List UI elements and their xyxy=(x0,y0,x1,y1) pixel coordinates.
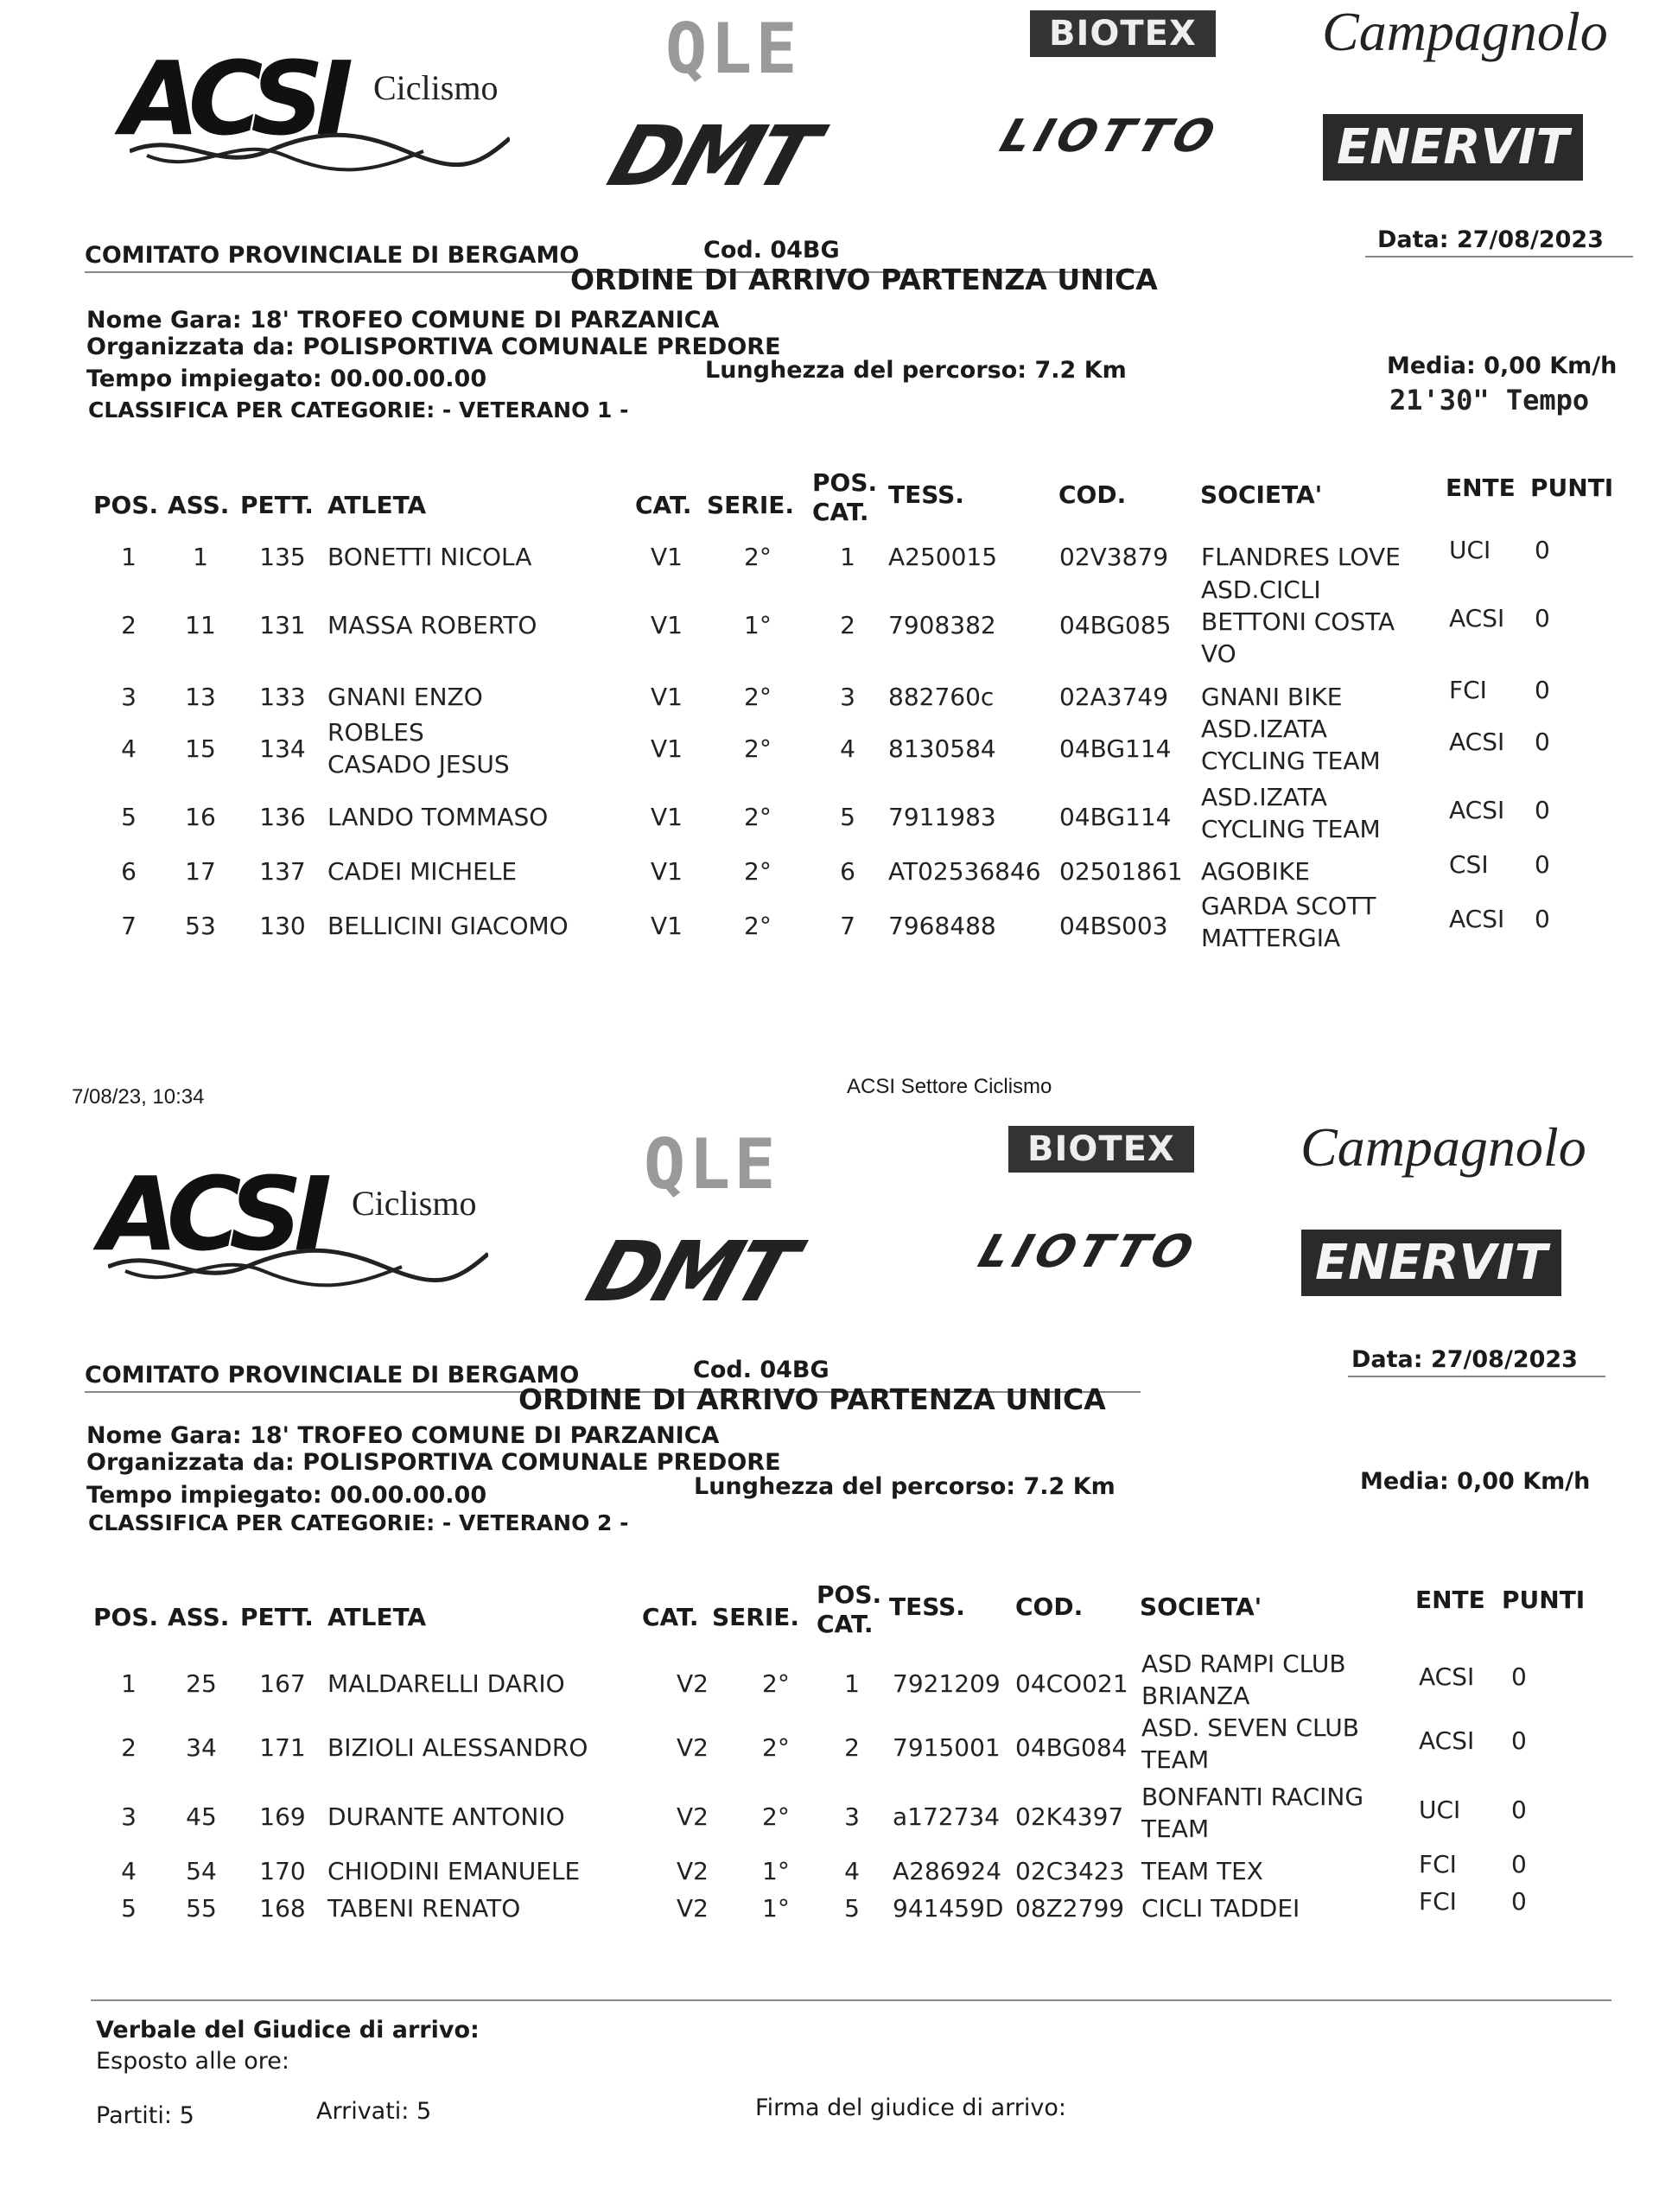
cell-ente: UCI xyxy=(1449,536,1491,564)
cell-tess: 8130584 xyxy=(888,734,996,763)
cell-pett: 130 xyxy=(259,912,306,940)
cell-cat: V2 xyxy=(677,1733,709,1762)
column-header-ass: ASS. xyxy=(168,491,230,519)
cell-cod: 04BG114 xyxy=(1059,734,1172,763)
cell-poscat: 5 xyxy=(840,803,855,831)
average-speed: Media: 0,00 Km/h xyxy=(1387,353,1618,379)
average-speed: Media: 0,00 Km/h xyxy=(1360,1468,1591,1495)
cell-atleta: BONETTI NICOLA xyxy=(327,542,532,571)
cell-punti: 0 xyxy=(1535,604,1550,632)
cell-poscat: 3 xyxy=(840,683,855,711)
cell-serie: 2° xyxy=(744,734,772,763)
cell-societa: AGOBIKE xyxy=(1201,856,1310,886)
cell-ente: FCI xyxy=(1419,1850,1457,1878)
cell-pett: 171 xyxy=(259,1733,306,1762)
print-site-title: ACSI Settore Ciclismo xyxy=(847,1075,1052,1098)
cell-pos: 2 xyxy=(121,611,137,639)
cell-punti: 0 xyxy=(1511,1850,1527,1878)
cell-ass: 13 xyxy=(185,683,216,711)
cell-tess: 7908382 xyxy=(888,611,996,639)
organizer: Organizzata da: POLISPORTIVA COMUNALE PREDORE xyxy=(86,334,781,360)
cell-cod: 02501861 xyxy=(1059,857,1183,886)
cell-pos: 6 xyxy=(121,857,137,886)
cell-societa: ASD.IZATA xyxy=(1201,715,1327,743)
cell-serie: 2° xyxy=(762,1669,790,1698)
page-title: ORDINE DI ARRIVO PARTENZA UNICA xyxy=(570,263,1158,296)
cell-pos: 5 xyxy=(121,803,137,831)
cell-tess: a172734 xyxy=(893,1802,1001,1831)
cell-tess: 7911983 xyxy=(888,803,996,831)
column-header-pos: POS. xyxy=(93,1603,159,1631)
cell-tess: 7968488 xyxy=(888,912,996,940)
cell-punti: 0 xyxy=(1535,676,1550,704)
cell-punti: 0 xyxy=(1535,796,1550,824)
cell-societa: BETTONI COSTA xyxy=(1201,607,1395,636)
cell-pett: 167 xyxy=(259,1669,306,1698)
organizer: Organizzata da: POLISPORTIVA COMUNALE PREDORE xyxy=(86,1449,781,1476)
cell-cod: 04BG084 xyxy=(1015,1733,1128,1762)
cell-punti: 0 xyxy=(1535,905,1550,933)
cell-serie: 2° xyxy=(744,543,772,571)
cell-societa: ASD. SEVEN CLUB xyxy=(1141,1713,1359,1742)
acsi-logo: ACSI xyxy=(99,1154,323,1274)
acsi-swirl-icon xyxy=(130,130,510,164)
cell-societa: VO xyxy=(1201,639,1236,668)
cell-poscat: 6 xyxy=(840,857,855,886)
cell-poscat: 5 xyxy=(844,1894,860,1923)
column-header-punti: PUNTI xyxy=(1530,474,1614,502)
cell-punti: 0 xyxy=(1535,536,1550,564)
cell-serie: 2° xyxy=(744,803,772,831)
date-label: Data: 27/08/2023 xyxy=(1377,226,1604,253)
cell-pett: 135 xyxy=(259,543,306,571)
cell-atleta: LANDO TOMMASO xyxy=(327,802,549,831)
cell-cod: 08Z2799 xyxy=(1015,1894,1125,1923)
cell-serie: 1° xyxy=(762,1857,790,1885)
column-header-serie: SERIE. xyxy=(707,491,795,519)
cell-ass: 11 xyxy=(185,611,216,639)
cell-ass: 55 xyxy=(186,1894,217,1923)
cell-pett: 136 xyxy=(259,803,306,831)
handwritten-time-note: 21'30" Tempo xyxy=(1389,384,1590,416)
acsi-logo: ACSI xyxy=(121,39,345,158)
cell-ass: 34 xyxy=(186,1733,217,1762)
cell-societa: TEAM xyxy=(1141,1815,1210,1843)
cell-ente: UCI xyxy=(1419,1796,1461,1824)
cell-poscat: 1 xyxy=(840,543,855,571)
cell-pett: 134 xyxy=(259,734,306,763)
cell-pett: 131 xyxy=(259,611,306,639)
cell-punti: 0 xyxy=(1535,850,1550,879)
cell-cat: V2 xyxy=(677,1894,709,1923)
cell-ente: ACSI xyxy=(1449,728,1505,756)
date-label: Data: 27/08/2023 xyxy=(1351,1346,1578,1373)
cell-atleta: ROBLES xyxy=(327,718,424,747)
race-name: Nome Gara: 18' TROFEO COMUNE DI PARZANICA xyxy=(86,307,720,334)
race-name: Nome Gara: 18' TROFEO COMUNE DI PARZANICA xyxy=(86,1422,720,1449)
qle-logo: QLE xyxy=(644,1124,779,1205)
cell-ass: 15 xyxy=(185,734,216,763)
cell-punti: 0 xyxy=(1535,728,1550,756)
cell-cat: V1 xyxy=(651,857,683,886)
column-header-ente: ENTE xyxy=(1415,1586,1485,1614)
campagnolo-logo: Campagnolo xyxy=(1322,1,1608,62)
cell-atleta: BIZIOLI ALESSANDRO xyxy=(327,1732,588,1762)
cell-ass: 17 xyxy=(185,857,216,886)
cell-atleta: MASSA ROBERTO xyxy=(327,610,537,639)
liotto-logo: LIOTTO xyxy=(994,111,1226,162)
cell-pett: 137 xyxy=(259,857,306,886)
category-classification: CLASSIFICA PER CATEGORIE: - VETERANO 2 - xyxy=(88,1510,629,1535)
biotex-logo: BIOTEX xyxy=(1030,10,1216,57)
column-header-societa: SOCIETA' xyxy=(1200,480,1323,509)
verbale-heading: Verbale del Giudice di arrivo: xyxy=(96,2017,480,2044)
cell-poscat: 3 xyxy=(844,1802,860,1831)
cell-tess: AT02536846 xyxy=(888,857,1041,886)
divider xyxy=(1348,1376,1605,1377)
cell-punti: 0 xyxy=(1511,1662,1527,1691)
cell-cat: V1 xyxy=(651,683,683,711)
column-header-punti: PUNTI xyxy=(1502,1586,1586,1614)
dmt-logo: DMT xyxy=(597,108,827,205)
cell-ass: 45 xyxy=(186,1802,217,1831)
cell-pos: 3 xyxy=(121,683,137,711)
cell-cod: 04BG085 xyxy=(1059,611,1172,639)
cell-ente: ACSI xyxy=(1419,1726,1475,1755)
column-header-serie: SERIE. xyxy=(712,1603,800,1631)
column-header-cod: COD. xyxy=(1015,1592,1084,1621)
cell-pett: 133 xyxy=(259,683,306,711)
divider xyxy=(91,1999,1611,2001)
cell-atleta: CHIODINI EMANUELE xyxy=(327,1856,581,1885)
category-classification: CLASSIFICA PER CATEGORIE: - VETERANO 1 - xyxy=(88,397,629,423)
cell-cod: 02V3879 xyxy=(1059,543,1169,571)
cell-ente: CSI xyxy=(1449,850,1489,879)
cell-pos: 1 xyxy=(121,1669,137,1698)
column-header-pett: PETT. xyxy=(240,491,314,519)
cell-societa: TEAM xyxy=(1141,1745,1210,1774)
cell-societa: MATTERGIA xyxy=(1201,924,1341,952)
esposto-label: Esposto alle ore: xyxy=(96,2048,290,2075)
cell-serie: 2° xyxy=(744,683,772,711)
comitato-label: COMITATO PROVINCIALE DI BERGAMO xyxy=(85,242,580,269)
cell-serie: 2° xyxy=(762,1733,790,1762)
cell-serie: 1° xyxy=(762,1894,790,1923)
cell-societa: TEAM TEX xyxy=(1141,1856,1263,1885)
column-header-cat: CAT. xyxy=(642,1603,699,1631)
cell-ente: FCI xyxy=(1449,676,1487,704)
cell-tess: 941459D xyxy=(893,1894,1004,1923)
cell-serie: 2° xyxy=(744,912,772,940)
column-header-cod: COD. xyxy=(1058,480,1127,509)
firma-label: Firma del giudice di arrivo: xyxy=(755,2094,1066,2121)
campagnolo-logo: Campagnolo xyxy=(1300,1116,1586,1178)
cell-societa: ASD.IZATA xyxy=(1201,783,1327,811)
cell-pos: 4 xyxy=(121,734,137,763)
cell-cod: 04BS003 xyxy=(1059,912,1168,940)
cell-atleta: TABENI RENATO xyxy=(327,1893,521,1923)
time-elapsed: Tempo impiegato: 00.00.00.00 xyxy=(86,365,487,392)
cell-poscat: 2 xyxy=(840,611,855,639)
cell-societa: CYCLING TEAM xyxy=(1201,815,1381,843)
cell-poscat: 4 xyxy=(844,1857,860,1885)
cell-atleta: BELLICINI GIACOMO xyxy=(327,911,569,940)
acsi-logo-subtitle: Ciclismo xyxy=(373,68,499,107)
column-header-tess: TESS. xyxy=(888,480,964,509)
cell-cat: V2 xyxy=(677,1669,709,1698)
cell-pett: 169 xyxy=(259,1802,306,1831)
cell-cat: V1 xyxy=(651,912,683,940)
cod-label: Cod. 04BG xyxy=(703,237,840,264)
cell-societa: GARDA SCOTT xyxy=(1201,892,1376,920)
acsi-swirl-icon xyxy=(108,1245,488,1280)
cell-tess: 7915001 xyxy=(893,1733,1001,1762)
cell-poscat: 2 xyxy=(844,1733,860,1762)
cell-poscat: 7 xyxy=(840,912,855,940)
cell-cod: 04BG114 xyxy=(1059,803,1172,831)
print-datetime: 7/08/23, 10:34 xyxy=(72,1085,205,1109)
cell-cat: V1 xyxy=(651,803,683,831)
cell-pos: 1 xyxy=(121,543,137,571)
enervit-logo: ENERVIT xyxy=(1301,1230,1561,1296)
cell-serie: 1° xyxy=(744,611,772,639)
cell-tess: 7921209 xyxy=(893,1669,1001,1698)
cell-tess: 882760c xyxy=(888,683,995,711)
column-header-atleta: ATLETA xyxy=(327,1603,427,1631)
cell-pos: 3 xyxy=(121,1802,137,1831)
column-header-tess: TESS. xyxy=(889,1592,965,1621)
cell-cat: V2 xyxy=(677,1802,709,1831)
cell-societa: CYCLING TEAM xyxy=(1201,747,1381,775)
cell-pett: 170 xyxy=(259,1857,306,1885)
column-header-ente: ENTE xyxy=(1446,474,1516,502)
cell-poscat: 1 xyxy=(844,1669,860,1698)
cell-societa: BONFANTI RACING xyxy=(1141,1783,1364,1811)
cell-ass: 53 xyxy=(185,912,216,940)
page-title: ORDINE DI ARRIVO PARTENZA UNICA xyxy=(518,1382,1106,1416)
cell-societa: ASD.CICLI xyxy=(1201,575,1321,604)
cell-ass: 25 xyxy=(186,1669,217,1698)
cell-societa: BRIANZA xyxy=(1141,1681,1250,1710)
acsi-logo-subtitle: Ciclismo xyxy=(352,1184,477,1223)
cell-tess: A250015 xyxy=(888,543,998,571)
cell-atleta: MALDARELLI DARIO xyxy=(327,1669,565,1698)
column-header-pos-cat-1: POS. xyxy=(817,1580,882,1609)
biotex-logo: BIOTEX xyxy=(1008,1126,1194,1173)
cell-ass: 16 xyxy=(185,803,216,831)
cell-punti: 0 xyxy=(1511,1796,1527,1824)
cell-societa: GNANI BIKE xyxy=(1201,682,1343,711)
cell-ente: ACSI xyxy=(1449,796,1505,824)
column-header-pett: PETT. xyxy=(240,1603,314,1631)
dmt-logo: DMT xyxy=(575,1224,805,1320)
cell-serie: 2° xyxy=(744,857,772,886)
comitato-label: COMITATO PROVINCIALE DI BERGAMO xyxy=(85,1362,580,1389)
cell-ente: ACSI xyxy=(1449,905,1505,933)
cell-poscat: 4 xyxy=(840,734,855,763)
cell-atleta: CADEI MICHELE xyxy=(327,856,518,886)
cell-cod: 02A3749 xyxy=(1059,683,1169,711)
course-length: Lunghezza del percorso: 7.2 Km xyxy=(705,357,1127,384)
cell-punti: 0 xyxy=(1511,1726,1527,1755)
column-header-pos: POS. xyxy=(93,491,159,519)
arrivati-count: Arrivati: 5 xyxy=(316,2098,432,2125)
cell-pett: 168 xyxy=(259,1894,306,1923)
column-header-pos-cat-2: CAT. xyxy=(812,498,869,526)
cell-atleta: CASADO JESUS xyxy=(327,750,510,779)
column-header-societa: SOCIETA' xyxy=(1140,1592,1262,1621)
cell-pos: 2 xyxy=(121,1733,137,1762)
cell-pos: 7 xyxy=(121,912,137,940)
cod-label: Cod. 04BG xyxy=(693,1357,830,1383)
cell-pos: 4 xyxy=(121,1857,137,1885)
course-length: Lunghezza del percorso: 7.2 Km xyxy=(694,1473,1116,1500)
column-header-atleta: ATLETA xyxy=(327,491,427,519)
liotto-logo: LIOTTO xyxy=(972,1226,1205,1278)
column-header-cat: CAT. xyxy=(635,491,692,519)
cell-ass: 1 xyxy=(193,543,208,571)
cell-ente: ACSI xyxy=(1419,1662,1475,1691)
cell-punti: 0 xyxy=(1511,1887,1527,1916)
time-elapsed: Tempo impiegato: 00.00.00.00 xyxy=(86,1482,487,1509)
cell-cat: V2 xyxy=(677,1857,709,1885)
enervit-logo: ENERVIT xyxy=(1323,114,1583,181)
cell-ente: FCI xyxy=(1419,1887,1457,1916)
cell-pos: 5 xyxy=(121,1894,137,1923)
cell-cod: 02C3423 xyxy=(1015,1857,1125,1885)
cell-ente: ACSI xyxy=(1449,604,1505,632)
cell-cat: V1 xyxy=(651,611,683,639)
qle-logo: QLE xyxy=(665,9,801,89)
divider xyxy=(1365,256,1633,257)
cell-cod: 02K4397 xyxy=(1015,1802,1124,1831)
cell-atleta: DURANTE ANTONIO xyxy=(327,1802,565,1831)
cell-cat: V1 xyxy=(651,543,683,571)
column-header-ass: ASS. xyxy=(168,1603,230,1631)
cell-societa: ASD RAMPI CLUB xyxy=(1141,1649,1346,1678)
cell-cod: 04CO021 xyxy=(1015,1669,1128,1698)
partiti-count: Partiti: 5 xyxy=(96,2102,194,2129)
cell-societa: CICLI TADDEI xyxy=(1141,1893,1300,1923)
column-header-pos-cat-2: CAT. xyxy=(817,1610,874,1638)
column-header-pos-cat-1: POS. xyxy=(812,468,878,497)
cell-societa: FLANDRES LOVE xyxy=(1201,542,1401,571)
cell-tess: A286924 xyxy=(893,1857,1002,1885)
cell-serie: 2° xyxy=(762,1802,790,1831)
cell-cat: V1 xyxy=(651,734,683,763)
cell-atleta: GNANI ENZO xyxy=(327,682,483,711)
cell-ass: 54 xyxy=(186,1857,217,1885)
